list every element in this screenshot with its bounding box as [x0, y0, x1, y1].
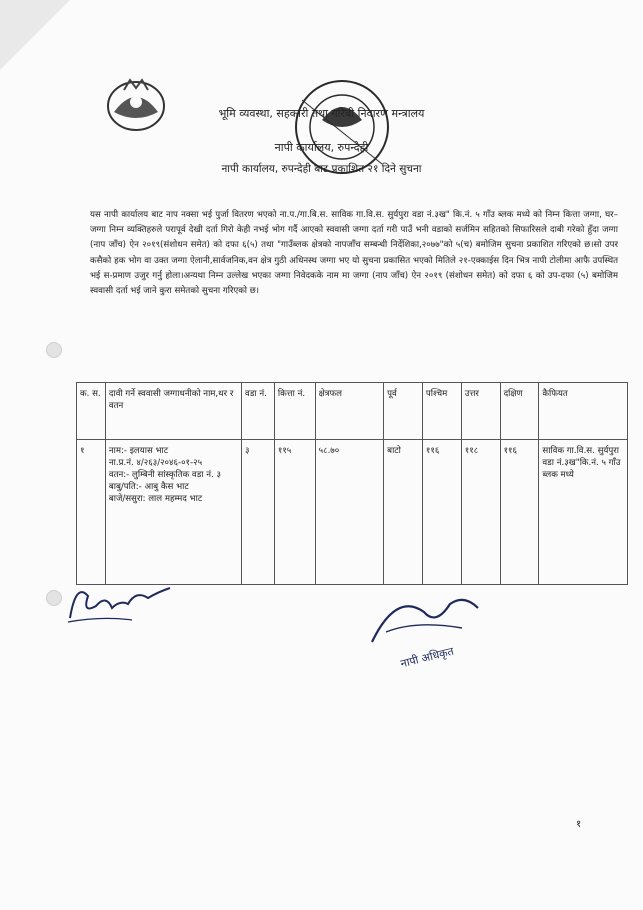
cell-west: ११६ [422, 440, 461, 585]
header-claimant: दावी गर्ने स्ववासी जग्गाधनीको नाम,थर र वतन [105, 383, 241, 440]
header-south: दक्षिण [500, 383, 539, 440]
header-area: क्षेत्रफल [315, 383, 384, 440]
header-remarks: कैफियत [539, 383, 628, 440]
table-header-row [77, 383, 628, 440]
folded-corner [0, 0, 70, 70]
claimant-father: बाबु/पति:- आबु कैस भाट [108, 482, 189, 492]
notice-title: नापी कार्यालय, रुपन्देही बाट प्रकाशित २१ दिने सुचना [221, 163, 422, 175]
cell-remarks: साविक गा.वि.स. सुर्यपुरा वडा नं.३ख"कि.नं. ५ गाँउ ब्लक मध्ये [539, 440, 628, 585]
header-west: पश्चिम [422, 383, 461, 440]
office-name: नापी कार्यालय, रुपन्देही [274, 141, 369, 154]
cell-sn: १ [77, 440, 106, 585]
claimant-table [76, 382, 628, 585]
header-sn: क. स. [77, 383, 106, 440]
cell-kitta: ११५ [274, 440, 315, 585]
header-ward: वडा नं. [242, 383, 275, 440]
ministry-name: भूमि व्यवस्था, सहकारी तथा गरिबी निवारण मन्त्रालय [218, 107, 425, 120]
cell-claimant [105, 440, 241, 585]
cell-ward: ३ [242, 440, 275, 585]
cell-east: बाटो [384, 440, 423, 585]
header-north: उत्तर [461, 383, 500, 440]
claimant-citizenship: ना.प्र.नं. ४/२६३/२०४६-०१-२५ [108, 458, 203, 468]
header-kitta: कित्ता नं. [274, 383, 315, 440]
claimant-grandfather: बाजे/ससुरा: लाल महम्मद भाट [108, 494, 203, 504]
cell-area: ५८.७० [315, 440, 384, 585]
cell-north: ११८ [461, 440, 500, 585]
claimant-name: नाम:- इलयास भाट [108, 446, 169, 456]
table-row [77, 440, 628, 585]
cell-south: ११६ [500, 440, 539, 585]
nepal-emblem-icon [104, 72, 168, 136]
punch-hole [46, 590, 62, 606]
notice-body: यस नापी कार्यालय बाट नाप नक्सा भई पुर्जा वितरण भएको ना.प./गा.बि.स. साविक गा.वि.स. सुर्यपुरा वडा नं.३ख" कि.नं. ५ गाँउ ब्लक मध्ये को निम्न कित्ता जग्गा, घर–जग्गा निम्न व्यक्तिहरुले परापूर्व देखी दर्ता गिरो केही नभई भोग गर्दै आएको स्ववासी जग्गा दर्ता गरी पाउँ भनी वडाको सर्जमिन सहितको सिफारिसले दाबी गरेको हुँदा जग्गा (नाप जाँच) ऐन २०१९(संशोधन समेत) को दफा ६(५) तथा "गाउँब्लक क्षेत्रको नापजाँच सम्बन्धी निर्देशिका,२०७७"को ५(च) बमोजिम सुचना प्रकाशित गरिएको छ।सो उपर कसैको हक भोग वा उक्त जग्गा ऐलानी,सार्वजनिक,वन क्षेत्र गुठी अधिनस्थ जग्गा भए यो सुचना प्रकासित भएको मितिले २१-एक्काईस दिन भित्र नापी टोलीमा आफै उपस्थित भई स-प्रमाण उजुर गर्नु होला।अन्यथा निम्न उल्लेख भएका जग्गा निवेदकके नाम मा जग्गा (नाप जाँच) ऐन २०१९ (संशोधन समेत) को दफा ६ को उप-दफा (५) बमोजिम स्ववासी दर्ता भई जाने कुरा समेतको सुचना गरिएको छ। [90, 210, 618, 297]
claimant-address: वतन:- लुम्बिनी सांस्कृतिक वडा नं. ३ [108, 470, 221, 480]
officer-stamp: नापी अधिकृत [399, 644, 456, 671]
signature-icon [62, 578, 182, 628]
page-number: १ [576, 819, 582, 830]
punch-hole [46, 342, 62, 358]
header-east: पूर्व [384, 383, 423, 440]
